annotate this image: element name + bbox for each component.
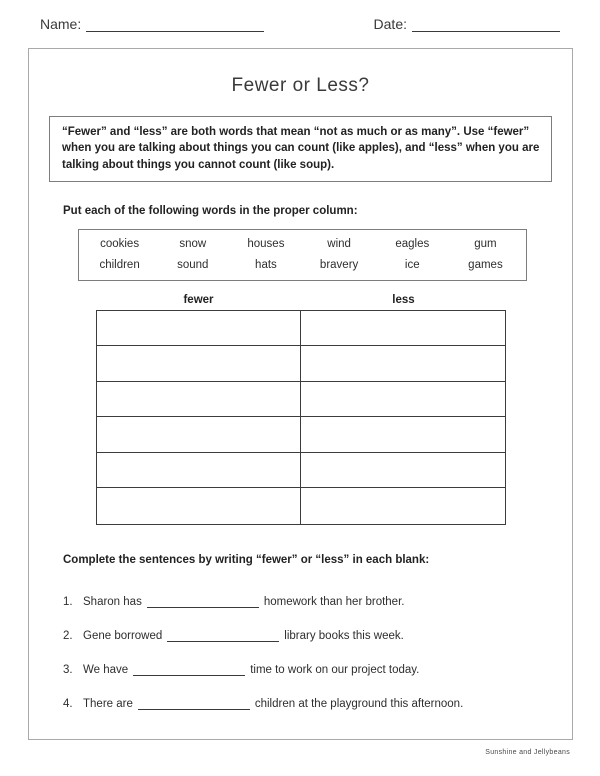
word-bank-word: snow <box>179 237 207 250</box>
sentence-text-after: homework than her brother. <box>263 595 405 608</box>
worksheet-frame <box>28 48 573 740</box>
sentences-list <box>63 595 572 710</box>
date-field <box>374 16 560 32</box>
sentences-heading: Complete the sentences by writing “fewer” or “less” in each blank: <box>63 553 430 566</box>
sort-column-headers <box>96 294 506 306</box>
sentence-item <box>63 629 572 642</box>
date-label: Date: <box>373 16 407 32</box>
sentence-item <box>63 595 572 608</box>
sort-table-cell[interactable] <box>301 453 505 489</box>
word-bank <box>78 229 527 281</box>
sort-table-cell[interactable] <box>97 311 301 347</box>
word-bank-word: bravery <box>319 258 359 271</box>
sort-table-cell[interactable] <box>301 382 505 418</box>
name-label: Name: <box>40 16 82 32</box>
word-bank-word: sound <box>177 258 209 271</box>
sort-table-cell[interactable] <box>97 346 301 382</box>
word-bank-word: cookies <box>100 237 140 250</box>
word-bank-word: wind <box>327 237 351 250</box>
word-bank-word: ice <box>404 258 420 271</box>
word-bank-word: games <box>468 258 503 271</box>
sort-table-cell[interactable] <box>301 417 505 453</box>
word-sort-heading: Put each of the following words in the proper column: <box>63 204 358 217</box>
column-header-less: less <box>392 293 415 306</box>
sentence-blank[interactable] <box>138 697 250 710</box>
name-field <box>40 16 264 32</box>
word-bank-word: houses <box>247 237 285 250</box>
sentence-item <box>63 663 572 676</box>
sort-table-cell[interactable] <box>301 346 505 382</box>
sentence-text-before: Gene borrowed <box>83 629 163 642</box>
sentence-text-before: There are <box>83 697 133 710</box>
word-bank-row <box>83 238 522 250</box>
instruction-box: “Fewer” and “less” are both words that mean “not as much or as many”. Use “fewer” when you are talking about things you can count (like apples), and “less” when you are talking about things you cannot count (like soup). <box>49 116 552 182</box>
sort-table <box>96 310 506 525</box>
page-header <box>40 16 560 32</box>
sentence-item <box>63 697 572 710</box>
sort-table-cell[interactable] <box>301 488 505 524</box>
word-bank-word: children <box>99 258 140 271</box>
sort-table-cell[interactable] <box>97 417 301 453</box>
column-header-fewer: fewer <box>183 293 214 306</box>
sentence-number: 3. <box>63 663 73 676</box>
word-bank-word: gum <box>474 237 497 250</box>
sort-table-cell[interactable] <box>97 382 301 418</box>
footer-credit: Sunshine and Jellybeans <box>485 749 570 756</box>
sort-table-cell[interactable] <box>97 488 301 524</box>
word-bank-word: eagles <box>395 237 430 250</box>
sort-table-cell[interactable] <box>301 311 505 347</box>
sentence-text-after: time to work on our project today. <box>250 663 420 676</box>
sentence-blank[interactable] <box>167 629 279 642</box>
sort-table-cell[interactable] <box>97 453 301 489</box>
sentence-text-after: library books this week. <box>284 629 404 642</box>
name-blank[interactable] <box>86 17 264 32</box>
sentence-text-before: Sharon has <box>83 595 142 608</box>
sentence-blank[interactable] <box>133 663 245 676</box>
sentence-number: 1. <box>63 595 73 608</box>
sentence-text-before: We have <box>83 663 129 676</box>
sentence-number: 4. <box>63 697 73 710</box>
sentence-number: 2. <box>63 629 73 642</box>
date-blank[interactable] <box>412 17 560 32</box>
word-bank-row <box>83 259 522 271</box>
sentence-text-after: children at the playground this afternoon. <box>254 697 464 710</box>
sentence-blank[interactable] <box>147 595 259 608</box>
word-bank-word: hats <box>255 258 277 271</box>
worksheet-title: Fewer or Less? <box>231 75 370 96</box>
